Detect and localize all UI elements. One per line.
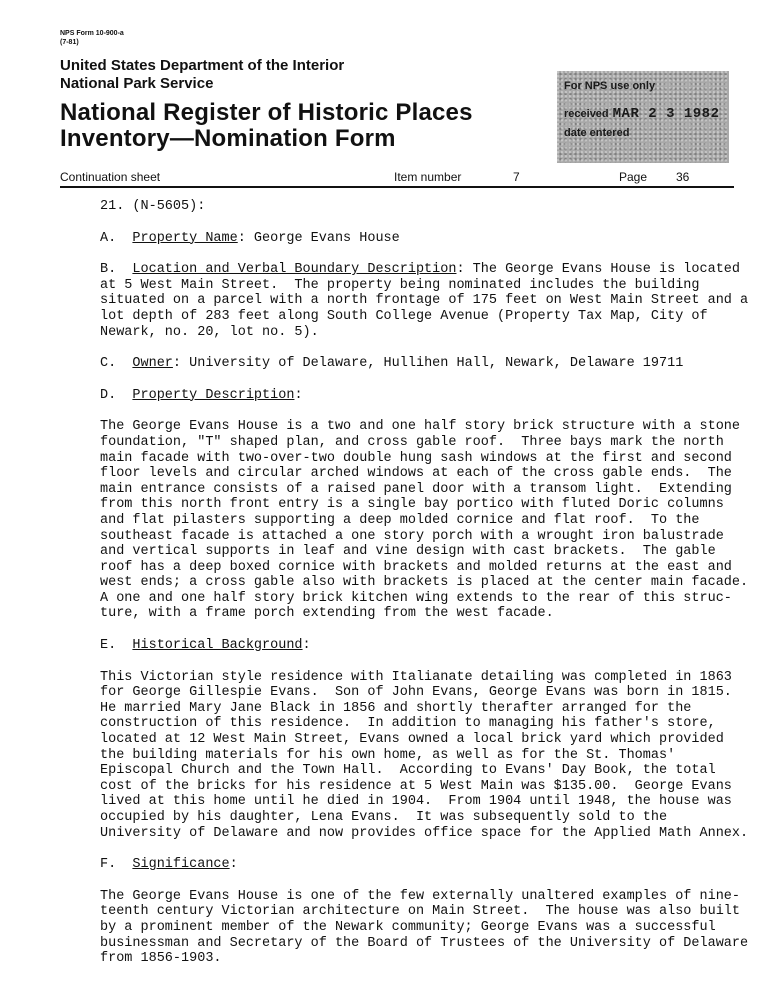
stamp-received-label: received bbox=[564, 108, 609, 120]
section-d-line: southeast facade is attached a one story porch with a wrought iron balustrade bbox=[100, 528, 724, 544]
section-d-heading: Property Description bbox=[132, 387, 295, 403]
form-identifier bbox=[60, 29, 124, 47]
section-d-line: west ends; a cross gable also with brackets is placed at the center main facade. bbox=[100, 575, 749, 591]
stamp-received-row bbox=[564, 106, 719, 122]
section-d-line: foundation, "T" shaped plan, and cross gable roof. Three bays mark the north bbox=[100, 434, 724, 450]
department-name: United States Department of the Interior bbox=[60, 57, 345, 74]
section-a bbox=[100, 231, 730, 247]
section-e-heading-line bbox=[100, 638, 730, 654]
section-a-prefix: A. bbox=[100, 230, 133, 246]
page-number: 36 bbox=[676, 170, 690, 184]
section-e-line: Episcopal Church and the Town Hall. According to Evans' Day Book, the total bbox=[100, 763, 716, 779]
section-f-line: businessman and Secretary of the Board of Trustees of the University of Delaware bbox=[100, 935, 749, 951]
section-a-text: : George Evans House bbox=[237, 230, 400, 246]
header-divider bbox=[60, 186, 734, 188]
item-number-value: 7 bbox=[513, 170, 520, 184]
section-e-line: construction of this residence. In addition to managing his father's store, bbox=[100, 716, 716, 732]
section-c-prefix: C. bbox=[100, 356, 133, 372]
section-e-line: located at 12 West Main Street, Evans owned a local brick yard which provided bbox=[100, 732, 724, 748]
stamp-date-entered-label: date entered bbox=[564, 127, 630, 139]
section-b-line: Newark, no. 20, lot no. 5). bbox=[100, 324, 319, 340]
section-b-line: at 5 West Main Street. The property being nominated includes the building bbox=[100, 277, 700, 293]
continuation-sheet-label: Continuation sheet bbox=[60, 170, 161, 184]
section-b-text: : The George Evans House is located bbox=[456, 262, 741, 278]
section-d-colon: : bbox=[294, 387, 303, 403]
section-c-text: : University of Delaware, Hullihen Hall, Newark, Delaware 19711 bbox=[172, 356, 684, 372]
section-e-colon: : bbox=[302, 638, 311, 654]
section-f-line: The George Evans House is one of the few externally unaltered examples of nine- bbox=[100, 888, 741, 904]
section-d-line: floor levels and circular arched windows at each of the cross gable ends. The bbox=[100, 466, 732, 482]
form-title-line2: Inventory—Nomination Form bbox=[60, 125, 396, 152]
nps-use-only-stamp bbox=[557, 71, 729, 163]
section-f-line: teenth century Victorian architecture on Main Street. The house was also built bbox=[100, 904, 741, 920]
section-e-prefix: E. bbox=[100, 638, 133, 654]
section-e-line: for George Gillespie Evans. Son of John Evans, George Evans was born in 1815. bbox=[100, 685, 732, 701]
section-d-line: main entrance consists of a raised panel door with a transom light. Extending bbox=[100, 481, 732, 497]
section-e-line: This Victorian style residence with Italianate detailing was completed in 1863 bbox=[100, 669, 732, 685]
section-a-heading: Property Name bbox=[132, 230, 238, 246]
form-number: NPS Form 10-900-a bbox=[60, 30, 124, 37]
agency-name: National Park Service bbox=[60, 75, 214, 92]
section-d-heading-line bbox=[100, 388, 730, 404]
section-f-colon: : bbox=[229, 857, 238, 873]
section-e-line: University of Delaware and now provides office space for the Applied Math Annex. bbox=[100, 825, 749, 841]
entry-number: 21. (N-5605): bbox=[100, 199, 206, 214]
section-b-line: lot depth of 283 feet along South College Avenue (Property Tax Map, City of bbox=[100, 308, 708, 324]
section-c bbox=[100, 356, 730, 372]
document-body bbox=[100, 199, 749, 967]
form-title-line1: National Register of Historic Places bbox=[60, 99, 473, 126]
section-e-heading: Historical Background bbox=[132, 638, 303, 654]
section-d-line: The George Evans House is a two and one half story brick structure with a stone bbox=[100, 419, 741, 435]
section-f-heading-line bbox=[100, 857, 730, 873]
section-b-first-line bbox=[100, 262, 741, 278]
section-f-line: from 1856-1903. bbox=[100, 951, 222, 967]
section-d-line: and flat pilasters supporting a deep molded cornice and flat roof. To the bbox=[100, 512, 700, 528]
form-date: (7-81) bbox=[60, 39, 79, 46]
section-b-line: situated on a parcel with a north frontage of 175 feet on West Main Street and a bbox=[100, 293, 749, 309]
section-e-line: He married Mary Jane Black in 1856 and shortly therafter arranged for the bbox=[100, 700, 692, 716]
section-d-line: main facade with two-over-two double hung sash windows at the first and second bbox=[100, 450, 732, 466]
section-e-line: lived at this home until he died in 1904. From 1904 until 1948, the house was bbox=[100, 794, 732, 810]
section-d-line: roof has a deep boxed cornice with brackets and molded returns at the east and bbox=[100, 559, 732, 575]
stamp-title: For NPS use only bbox=[564, 80, 656, 92]
page-label: Page bbox=[619, 170, 648, 184]
item-number-label: Item number bbox=[394, 170, 462, 184]
section-f-prefix: F. bbox=[100, 857, 133, 873]
section-b-heading: Location and Verbal Boundary Description bbox=[132, 262, 457, 278]
section-b-prefix: B. bbox=[100, 262, 133, 278]
section-d-line: ture, with a frame porch extending from the west facade. bbox=[100, 606, 554, 622]
stamp-received-date: MAR 2 3 1982 bbox=[612, 106, 720, 122]
section-d-prefix: D. bbox=[100, 387, 133, 403]
section-d-line: A one and one half story brick kitchen wing extends to the rear of this struc- bbox=[100, 590, 732, 606]
section-d-line: and vertical supports in leaf and vine design with cast brackets. The gable bbox=[100, 544, 716, 560]
section-f-heading: Significance bbox=[132, 857, 230, 873]
section-e-line: the building materials for his own home, as well as for the St. Thomas' bbox=[100, 747, 676, 763]
section-c-heading: Owner bbox=[132, 356, 173, 372]
section-d-line: from this north front entry is a single bay portico with fluted Doric columns bbox=[100, 497, 724, 513]
section-e-line: cost of the bricks for his residence at 5 West Main was $135.00. George Evans bbox=[100, 778, 732, 794]
section-f-line: by a prominent member of the Newark community; George Evans was a successful bbox=[100, 919, 716, 935]
section-e-line: occupied by his daughter, Lena Evans. It was subsequently sold to the bbox=[100, 810, 668, 825]
